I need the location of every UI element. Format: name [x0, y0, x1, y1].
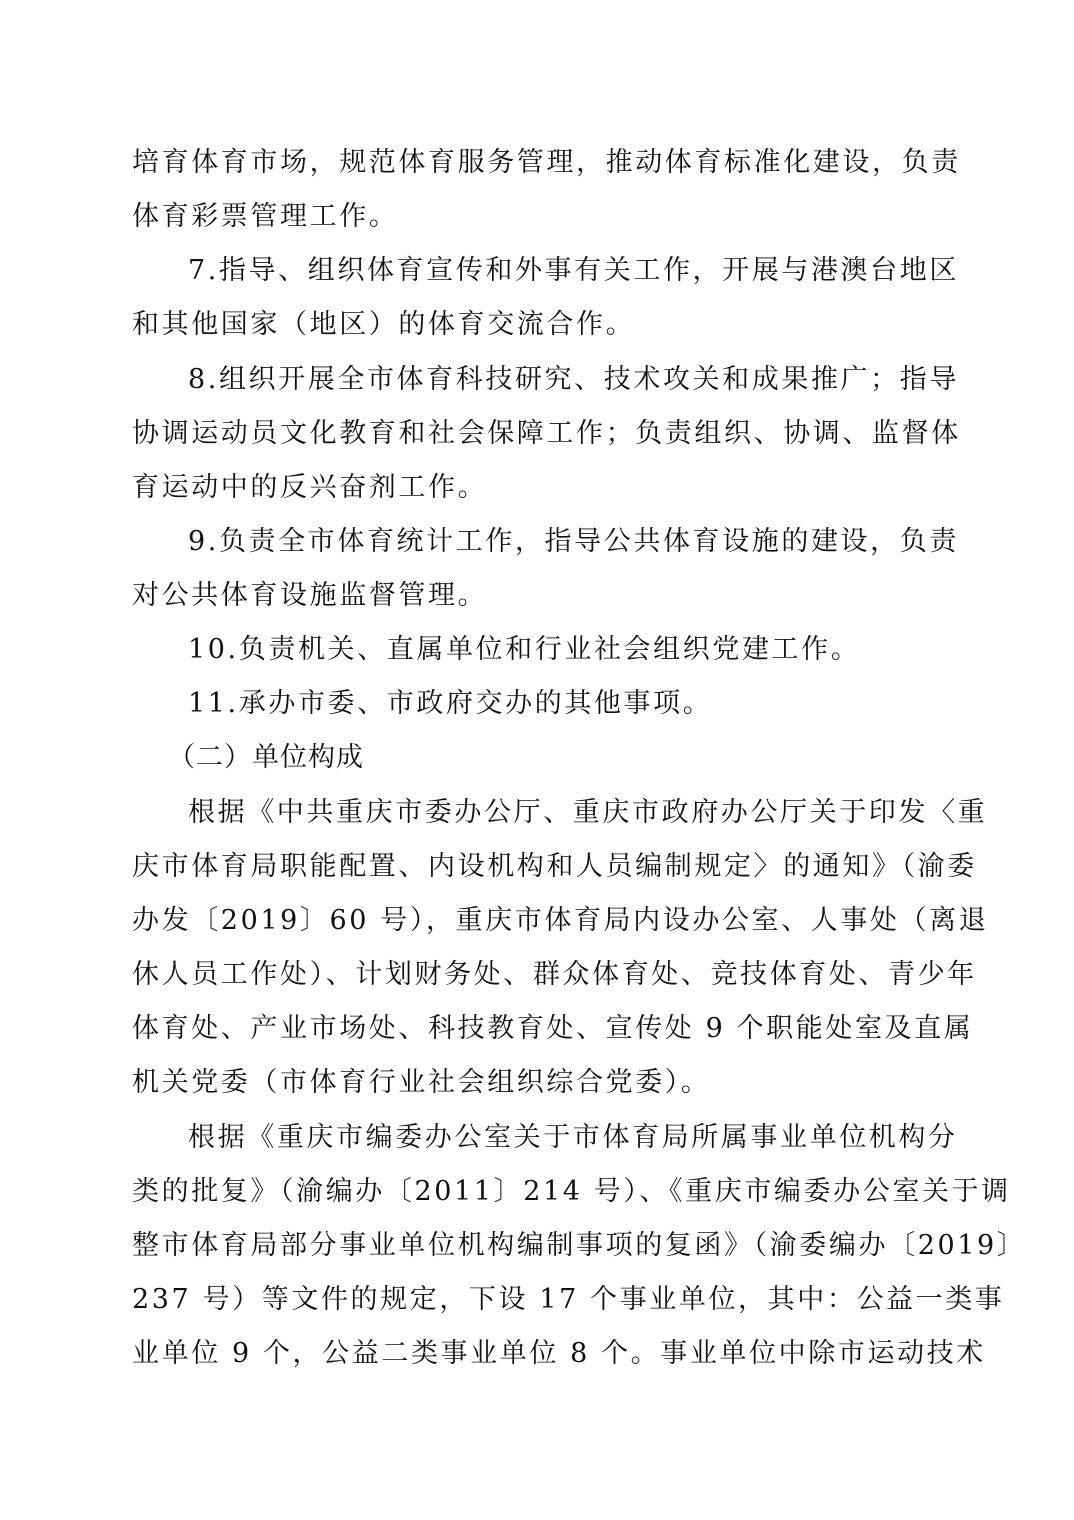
paragraph-line: 育运动中的反兴奋剂工作。 — [132, 472, 488, 503]
paragraph-line: 业单位 9 个，公益二类事业单位 8 个。事业单位中除市运动技术 — [132, 1338, 986, 1369]
list-item-9: 9.负责全市体育统计工作，指导公共体育设施的建设，负责 — [188, 526, 959, 557]
paragraph-line: 和其他国家（地区）的体育交流合作。 — [132, 309, 636, 340]
paragraph-line: 庆市体育局职能配置、内设机构和人员编制规定〉的通知》（渝委 — [132, 851, 977, 882]
paragraph-line: 对公共体育设施监督管理。 — [132, 580, 488, 611]
section-heading: （二）单位构成 — [168, 742, 364, 773]
paragraph-line: 体育处、产业市场处、科技教育处、宣传处 9 个职能处室及直属 — [132, 1013, 974, 1044]
paragraph-line: 整市体育局部分事业单位机构编制事项的复函》（渝委编办〔2019〕 — [132, 1230, 1027, 1261]
paragraph-line: 根据《重庆市编委办公室关于市体育局所属事业单位机构分 — [188, 1122, 958, 1153]
paragraph-line: 机关党委（市体育行业社会组织综合党委）。 — [132, 1067, 711, 1098]
paragraph-line: 协调运动员文化教育和社会保障工作；负责组织、协调、监督体 — [132, 418, 961, 449]
paragraph-line: 办发〔2019〕60 号），重庆市体育局内设办公室、人事处（离退 — [132, 905, 989, 936]
list-item-8: 8.组织开展全市体育科技研究、技术攻关和成果推广；指导 — [188, 364, 959, 395]
list-item-11: 11.承办市委、市政府交办的其他事项。 — [188, 688, 713, 719]
paragraph-line: 根据《中共重庆市委办公厅、重庆市政府办公厅关于印发〈重 — [188, 797, 988, 828]
list-item-7: 7.指导、组织体育宣传和外事有关工作，开展与港澳台地区 — [188, 255, 959, 286]
list-item-10: 10.负责机关、直属单位和行业社会组织党建工作。 — [188, 634, 861, 665]
paragraph-line: 体育彩票管理工作。 — [132, 201, 399, 232]
paragraph-line: 237 号）等文件的规定，下设 17 个事业单位，其中：公益一类事 — [132, 1284, 1005, 1315]
paragraph-line: 休人员工作处）、计划财务处、群众体育处、竞技体育处、青少年 — [132, 959, 977, 990]
paragraph-line: 类的批复》（渝编办〔2011〕214 号）、《重庆市编委办公室关于调 — [132, 1176, 1011, 1207]
paragraph-line: 培育体育市场，规范体育服务管理，推动体育标准化建设，负责 — [132, 147, 961, 178]
